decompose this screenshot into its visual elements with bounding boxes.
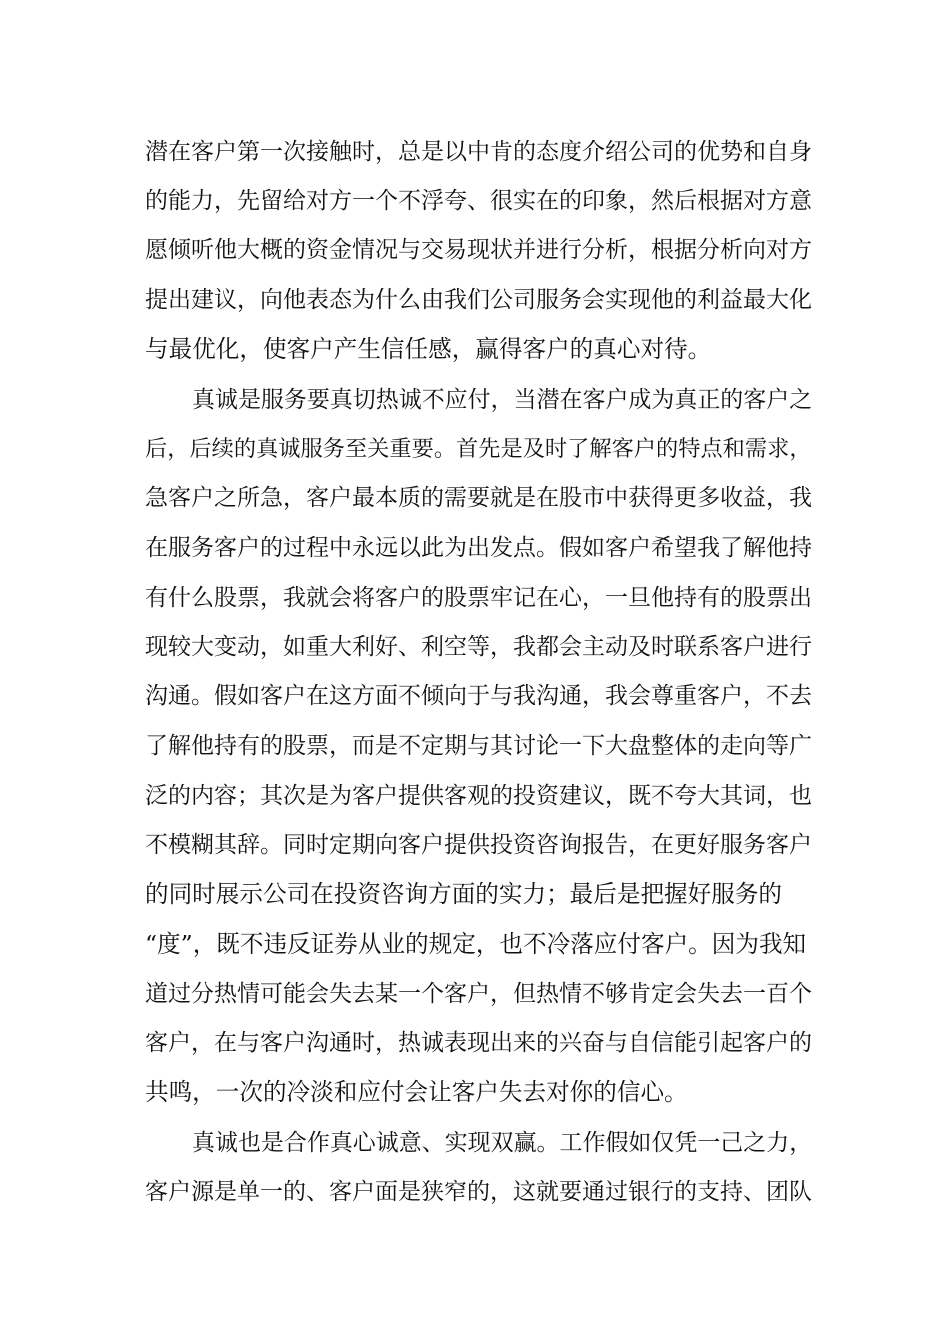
- text-line-22: 客户源是单一的、客户面是狭窄的，这就要通过银行的支持、团队: [145, 1179, 812, 1205]
- text-line-21: 真诚也是合作真心诚意、实现双赢。工作假如仅凭一己之力，: [192, 1130, 813, 1156]
- text-line-3: 愿倾听他大概的资金情况与交易现状并进行分析，根据分析向对方: [145, 237, 812, 263]
- text-line-4: 提出建议，向他表态为什么由我们公司服务会实现他的利益最大化: [145, 287, 812, 313]
- text-line-7: 后，后续的真诚服务至关重要。首先是及时了解客户的特点和需求，: [145, 436, 812, 462]
- text-line-16: 的同时展示公司在投资咨询方面的实力；最后是把握好服务的: [145, 880, 783, 908]
- text-line-17: “度”，既不违反证券从业的规定，也不冷落应付客户。因为我知: [145, 930, 807, 958]
- text-line-14: 泛的内容；其次是为客户提供客观的投资建议，既不夸大其词，也: [145, 783, 812, 809]
- text-line-15: 不模糊其辞。同时定期向客户提供投资咨询报告，在更好服务客户: [145, 832, 812, 858]
- text-line-8: 急客户之所急，客户最本质的需要就是在股市中获得更多收益，我: [145, 485, 812, 511]
- text-line-12: 沟通。假如客户在这方面不倾向于与我沟通，我会尊重客户，不去: [145, 683, 812, 709]
- text-line-2: 的能力，先留给对方一个不浮夸、很实在的印象，然后根据对方意: [145, 188, 812, 214]
- text-line-19: 客户，在与客户沟通时，热诚表现出来的兴奋与自信能引起客户的: [145, 1030, 812, 1056]
- text-line-11: 现较大变动，如重大利好、利空等，我都会主动及时联系客户进行: [145, 634, 812, 660]
- text-line-6: 真诚是服务要真切热诚不应付，当潜在客户成为真正的客户之: [192, 387, 813, 413]
- text-line-20: 共鸣，一次的冷淡和应付会让客户失去对你的信心。: [145, 1078, 688, 1106]
- text-line-18: 道过分热情可能会失去某一个客户，但热情不够肯定会失去一百个: [145, 981, 812, 1007]
- text-line-5: 与最优化，使客户产生信任感，赢得客户的真心对待。: [145, 335, 712, 363]
- text-line-10: 有什么股票，我就会将客户的股票牢记在心，一旦他持有的股票出: [145, 585, 812, 611]
- text-line-13: 了解他持有的股票，而是不定期与其讨论一下大盘整体的走向等广: [145, 733, 812, 759]
- text-line-9: 在服务客户的过程中永远以此为出发点。假如客户希望我了解他持: [145, 535, 812, 561]
- text-line-1: 潜在客户第一次接触时，总是以中肯的态度介绍公司的优势和自身: [145, 139, 812, 165]
